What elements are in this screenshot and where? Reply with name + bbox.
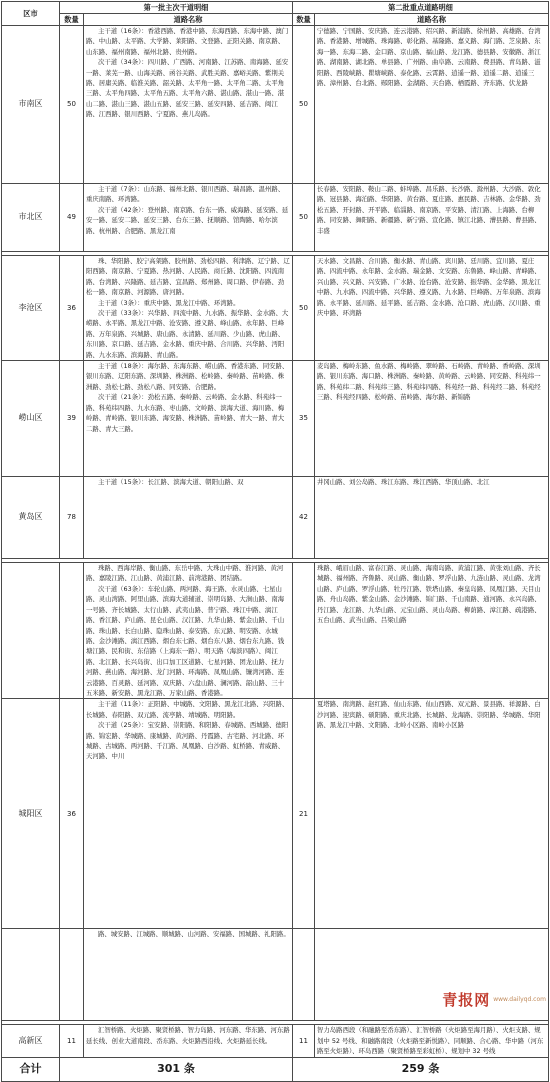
road-paragraph: 次干道（25条）：宝安路、崇阳路、和阳路、春城路、西城路、德阳路、锦宏路、华城路、康城路、黄河路、丹霞路、古宅路、河北路、环城路、古城路、两河路、千江路、凤凰路、白沙路、虹桥路、青威路、天河路、中川 xyxy=(86,721,289,761)
watermark-logo: 青报网 xyxy=(442,991,491,1009)
road-paragraph: 珠、华阳路、胶宁高架路、胶州路、劲松四路、利津路、辽宁路、辽阳西路、南京路、宁夏路、热河路、人民路、商丘路、沈阳路、四流南路、台湾路、兴隆路、延吉路、宜昌路、郑州路、周口路、伊春路、劲松一路、南京路、河源路、唐河路。 xyxy=(86,257,290,297)
batch2-roads-cell: 井冈山路、刘公岛路、珠江东路、珠江西路、华顶山路、北江 xyxy=(315,477,549,559)
batch1-roads-cell xyxy=(84,256,293,361)
batch2-count-cell: 50 xyxy=(293,256,315,361)
batch2-roads-cell: 天水路、文昌路、合川路、衡水路、青山路、宾川路、廷川路、宜川路、夏庄路、四流中路、永年路、金水路、瑞金路、文安路、东鲁路、峰山路、青峰路、兴山路、兴义路、兴安路、广水路、沧台路、沧安路、振华路、金华路、黑龙江中路、九水路、四流中路、兴华路、遵义路、九水路、巨峰路、万年泉路、滨海路、永平路、延川路、延平路、延吉路、金水路、沧口路、虎山路、汉川路、重庆中路、环湾路 xyxy=(315,256,549,361)
header-district: 区市 xyxy=(2,2,60,26)
table-row xyxy=(2,26,549,184)
roads-table xyxy=(1,1,549,1082)
watermark-site: www.dailyqd.com xyxy=(493,996,546,1003)
total-batch1: 301 条 xyxy=(60,1057,293,1081)
road-paragraph: 主干道（11条）：正阳路、中城路、文阳路、黑龙江北路、兴阳路、长城路、春阳路、双元路、流亭路、靖城路、明阳路。 xyxy=(86,700,289,719)
road-paragraph: 次干道（33条）：兴华路、四流中路、九水路、振华路、金水路、大崂路、永平路、黑龙江中路、沧安路、遵义路、峰山路、永年路、巨峰路、万年泉路、兴城路、唐山路、永清路、延川路、少山路、虎山路、东川路、京口路、延吉路、金水路、重庆中路、合川路、兴华路、沔阳路、九水东路、滨海路、青山路。 xyxy=(86,309,289,359)
batch1-roads-cell xyxy=(84,477,293,559)
road-paragraph: 主干道（15条）：长江路、滨海大道、朝阳山路、双 xyxy=(98,478,244,487)
batch1-count-cell: 11 xyxy=(60,1025,84,1057)
batch2-roads-cell: 智力岛路西段（和融路至岙东路）、汇智桥路（火炬路至海月路）、火炬支路、规划中 52 号线、和融路南段（火炬路至新悦路）、同顺路、合心路、华中路（河东路至火炬路）、环岛西路（聚贤桥路至彩虹桥）、规划中 32 号线 xyxy=(315,1025,549,1057)
batch2-count-cell: 35 xyxy=(293,361,315,477)
batch2-count-cell xyxy=(293,563,315,699)
batch2-count-cell: 50 xyxy=(293,26,315,184)
batch1-roads-cell xyxy=(84,184,293,252)
batch1-roads-cell xyxy=(84,26,293,184)
table-row xyxy=(2,256,549,361)
header-roads-2: 道路名称 xyxy=(315,14,549,26)
batch2-count-cell: 50 xyxy=(293,184,315,252)
batch2-roads-cell: 长春路、安阳路、鞍山二路、蚌埠路、昌乐路、长沙路、滁州路、大沙路、敦化路、冠县路、海泊路、华阳路、黄台路、夏庄路、惠民路、吉林路、金华路、劲松五路、开封路、开平路、临淄路、南京路、平安路、清江路、上海路、台柳路、同安路、舞阳路、新疆路、新宁路、宣化路、镇江北路、漕县路、曹县路、丰盛 xyxy=(315,184,549,252)
district-cell: 市南区 xyxy=(2,26,60,184)
header-count-2: 数量 xyxy=(293,14,315,26)
district-cell: 李沧区 xyxy=(2,256,60,361)
batch1-count-cell: 49 xyxy=(60,184,84,252)
batch1-count-cell: 39 xyxy=(60,361,84,477)
table-row xyxy=(2,563,549,699)
watermark xyxy=(442,989,546,1010)
batch1-count-cell: 78 xyxy=(60,477,84,559)
header-batch1: 第一批主次干道明细 xyxy=(60,2,293,14)
district-cell: 黄岛区 xyxy=(2,477,60,559)
batch1-roads-cell xyxy=(84,1025,293,1057)
road-paragraph: 主干道（7条）：山东路、福州北路、银川西路、瑞昌路、温州路、重庆南路、环湾路。 xyxy=(86,185,285,204)
district-cell: 崂山区 xyxy=(2,361,60,477)
total-row xyxy=(2,1057,549,1081)
district-cell: 市北区 xyxy=(2,184,60,252)
road-paragraph: 次干道（21条）：劲松五路、秦岭路、云岭路、金水路、科苑纬一路、科苑纬四路、九水东路、枣山路、文岭路、滨海大道、海川路、梅岭路、青岭路、银川东路、海安路、株洲路、苗岭路、青大一路、青大二路、青大三路。 xyxy=(86,393,285,433)
district-cell xyxy=(2,563,60,699)
district-cell: 高新区 xyxy=(2,1025,60,1057)
batch2-count-cell: 42 xyxy=(293,477,315,559)
table-row xyxy=(2,361,549,477)
batch1-count-cell: 50 xyxy=(60,26,84,184)
batch1-roads-cell xyxy=(84,929,293,1021)
table-row xyxy=(2,1025,549,1057)
total-batch2: 259 条 xyxy=(293,1057,549,1081)
header-row-2 xyxy=(2,14,549,26)
batch1-count-cell: 36 xyxy=(60,256,84,361)
batch1-roads-cell xyxy=(84,563,293,699)
table-row xyxy=(2,184,549,252)
total-label: 合计 xyxy=(2,1057,60,1081)
batch2-roads-cell: 麦岛路、梅岭东路、鱼水路、梅岭路、翠岭路、石岭路、青岭路、香岭路、深圳路、银川东路、海口路、株洲路、秦岭路、黄岭路、云岭路、同安路、科苑纬一路、科苑纬二路、科苑纬三路、科苑纬四路、科苑经一路、科苑经二路、科苑经三路、科苑经四路、松岭路、苗岭路、海尔路、新锦路 xyxy=(315,361,549,477)
table-row xyxy=(2,699,549,929)
district-cell xyxy=(2,929,60,1021)
road-paragraph: 次干道（63条）：车轮山路、两河路、海王路、水灵山路、七星山路、灵山湾路、阿里山路、滨海大道辅道、崇明岛路、大涧山路、南海一号路、齐长城路、太行山路、武夷山路、普宁路、珠江中路、漓江路、香江路、庐山路、昆仑山路、汉江路、九华山路、紫金山路、千山路、珠山路、长白山路、隐珠山路、泰安路、东元路、明安路、水城路、金沙滩路、漓江西路、烟台东七路、烟台东八路、烟台东九路、钱塘江路、民和街、东信路（上海东一路）、明天路（海滨四路）、闽江路、北江路、长兴岛街、出口加工区道路、七星河路、团龙山路、抚力河路、燕山路、海河路、龙门河路、环海路、凤凰山路、镰湾河路、连云港路、百灵路、延河路、双庆路、六盘山路、澜河路、韶山路、三十五米路、新安路、黑龙江路、万家山路、香港路。 xyxy=(86,584,285,697)
header-roads-1: 道路名称 xyxy=(84,14,293,26)
road-paragraph: 主干道（3条）：重庆中路、黑龙江中路、环湾路。 xyxy=(98,298,240,307)
road-paragraph: 路、城安路、江城路、顺城路、山河路、安福路、国城路、礼阳路。 xyxy=(98,930,290,939)
header-batch2: 第二批重点道路明细 xyxy=(293,2,549,14)
header-count-1: 数量 xyxy=(60,14,84,26)
batch2-roads-cell: 宁德路、宁国路、安庆路、连云港路、绍兴路、新浦路、徐州路、高雄路、台湾路、香港路、增城路、珠海路、彰化路、基隆路、嘉义路、海门路、芝泉路、东海一路、东海二路、金口路、京山路、福山路、龙江路、德县路、安徽路、浙江路、湖南路、湖北路、单县路、广州路、曲阜路、云南路、费县路、青岛路、滋阳路、西陵峡路、瞿塘峡路、泰化路、云霄路、逍遥一路、逍遥二路、逍遥三路、漳州路、台北路、郧阳路、金湖路、天台路、栖霞路、齐东路、伏龙路 xyxy=(315,26,549,184)
batch1-roads-cell xyxy=(84,699,293,929)
batch1-count-cell: 36 xyxy=(60,699,84,929)
batch2-roads-cell: 夏塔路、南湾路、赵红路、仙山东路、仙山西路、双元路、景县路、祥源路、白沙河路、迎宾路、硕阳路、重庆北路、长城路、龙海路、崇阳路、华城路、华阳路、黑龙江中路、文阳路、北岭小区路、南岭小区路 xyxy=(315,699,549,929)
batch2-roads-cell: 珠路、峨眉山路、富春江路、灵山路、海南岛路、黄浦江路、黄张刘山路、齐长城路、福州路、齐鲁路、灵山路、衡山路、罗浮山路、九涟山路、灵山路、龙湾山路、庐山路、罗浮山路、牡丹江路、铁塔山路、秦皇岛路、凤凰江路、天目山路、舟山岛路、紫金山路、金沙滩路、锦门路、千山南路、通河路、永兴岛路、丹江路、龙江路、九华山路、元宝山路、灵山岛路、柳荫路、漳江路、疏港路、五台山路、武当山路、吕梁山路 xyxy=(315,563,549,699)
road-paragraph: 汇智桥路、火炬路、聚贤桥路、智力岛路、河东路、华东路、河东路延长线、创业大道南段、岙东路、火炬路西沿线、火炬路延长线。 xyxy=(86,1026,290,1045)
batch1-count-cell xyxy=(60,563,84,699)
road-paragraph: 次干道（34条）：四川路、广西路、河南路、江苏路、南海路、延安一路、莱芜一路、山海关路、函谷关路、武胜关路、嘉峪关路、紫荆关路、居庸关路、临淮关路、韶关路、太平角一路、太平角二路、太平角三路、太平角四路、太平角五路、太平角六路、湛山路、湛山一路、湛山二路、湛山三路、湛山五路、延安三路、延安四路、延吉路、闽江路、江西路、银川西路、宁夏路、燕儿岛路。 xyxy=(86,58,289,119)
batch1-roads-cell xyxy=(84,361,293,477)
header-row-1 xyxy=(2,2,549,14)
road-paragraph: 主干道（16条）：香港西路、香港中路、东海西路、东海中路、澳门路、中山路、太平路、大学路、莱阳路、文登路、正阳关路、南京路、山东路、福州南路、福州北路、贵州路。 xyxy=(86,27,289,56)
batch1-count-cell xyxy=(60,929,84,1021)
batch2-count-cell: 11 xyxy=(293,1025,315,1057)
road-paragraph: 次干道（42条）：登州路、南京路、台东一路、威海路、延安路、延安一路、延安二路、延安三路、台东三路、抚顺路、馆陶路、哈尔滨路、杭州路、合肥路、黑龙江南 xyxy=(86,205,289,235)
batch2-count-cell: 21 xyxy=(293,699,315,929)
batch2-count-cell xyxy=(293,929,315,1021)
road-paragraph: 珠路、西海岸路、衡山路、东岳中路、大珠山中路、淮河路、黄河路、嘉陵江路、江山路、黄浦江路、前湾港路、团结路。 xyxy=(86,564,284,583)
road-paragraph: 主干道（18条）：海尔路、东海东路、崂山路、香港东路、同安路、银川东路、辽阳东路、深圳路、株洲路、松岭路、秦岭路、苗岭路、株洲路、劲松七路、劲松八路、同安路、合肥路。 xyxy=(86,362,289,391)
district-cell: 城阳区 xyxy=(2,699,60,929)
table-row xyxy=(2,477,549,559)
